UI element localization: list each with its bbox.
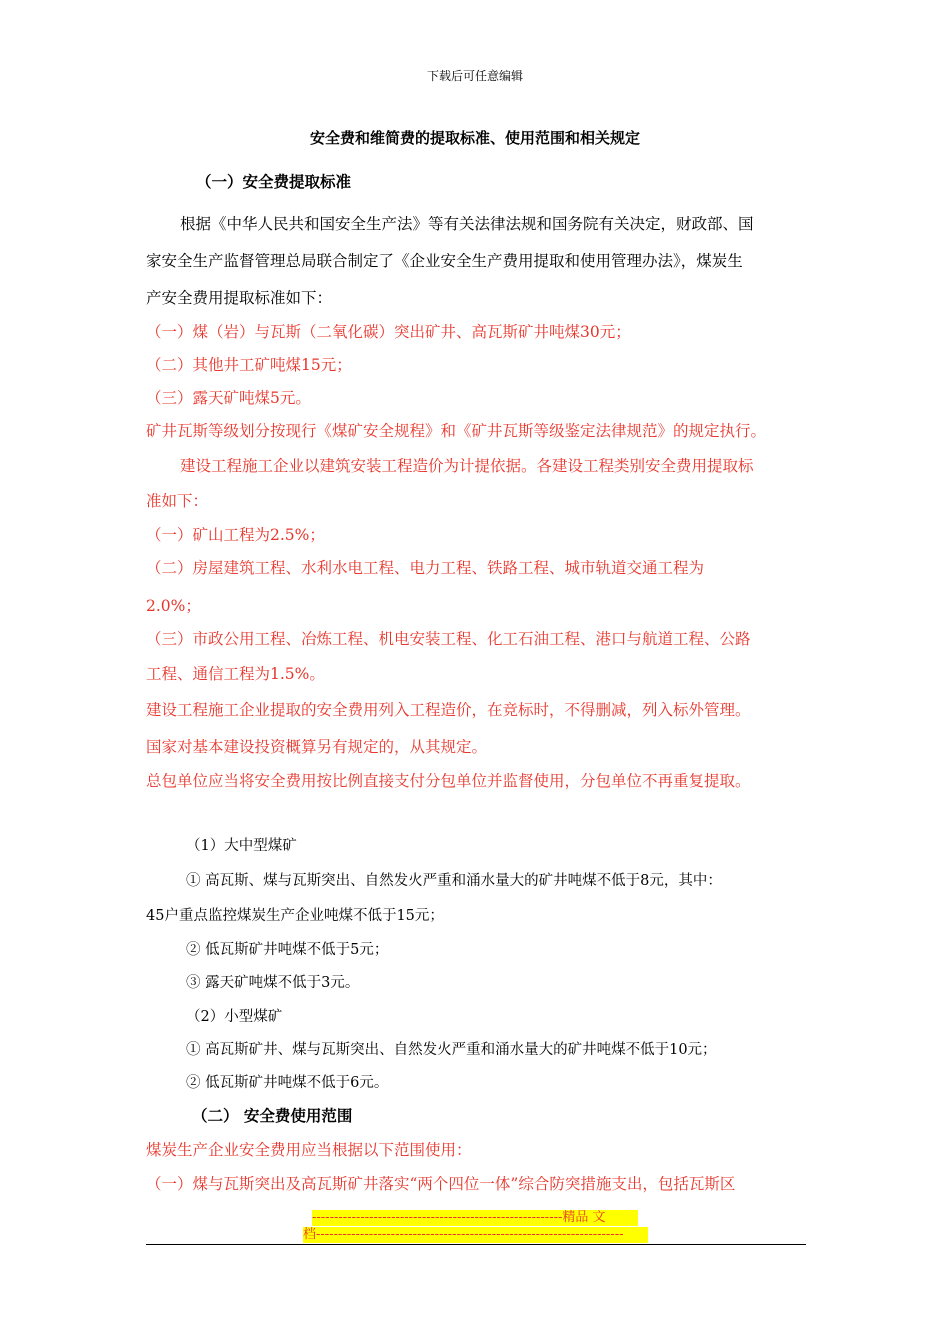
construction-item: 工程、通信工程为1.5%。 (146, 665, 325, 683)
usage-line: （一）煤与瓦斯突出及高瓦斯矿井落实“两个四位一体”综合防突措施支出，包括瓦斯区 (146, 1175, 736, 1193)
footer-watermark-line-2: 档---------------------------------------------------------------------- (303, 1227, 648, 1243)
section-heading-2: （二） 安全费使用范围 (192, 1107, 353, 1125)
usage-line: 煤炭生产企业安全费用应当根据以下范围使用： (146, 1141, 472, 1159)
coal-item: （二）其他井工矿吨煤15元； (146, 356, 352, 374)
paragraph-line: 家安全生产监督管理总局联合制定了《企业安全生产费用提取和使用管理办法》，煤炭生 (146, 252, 743, 270)
paragraph-line: 根据《中华人民共和国安全生产法》等有关法律法规和国务院有关决定，财政部、国 (180, 215, 754, 233)
coal-item: （三）露天矿吨煤5元。 (146, 389, 311, 407)
coal-item: 矿井瓦斯等级划分按现行《煤矿安全规程》和《矿井瓦斯等级鉴定法律规范》的规定执行。 (146, 422, 767, 440)
mine-item: ① 高瓦斯矿井、煤与瓦斯突出、自然发火严重和涌水量大的矿井吨煤不低于10元； (186, 1042, 717, 1058)
construction-item: （二）房屋建筑工程、水利水电工程、电力工程、铁路工程、城市轨道交通工程为 (146, 559, 705, 577)
mine-item: ② 低瓦斯矿井吨煤不低于5元； (186, 942, 389, 958)
coal-item: （一）煤（岩）与瓦斯（二氧化碳）突出矿井、高瓦斯矿井吨煤30元； (146, 323, 631, 341)
construction-item: （一）矿山工程为2.5%； (146, 526, 325, 544)
document-title: 安全费和维简费的提取标准、使用范围和相关规定 (309, 129, 640, 147)
construction-item: 建设工程施工企业提取的安全费用列入工程造价，在竞标时，不得删减，列入标外管理。 (146, 701, 751, 719)
construction-item: 国家对基本建设投资概算另有规定的，从其规定。 (146, 738, 488, 756)
footer-divider (146, 1244, 806, 1245)
paragraph-line: 产安全费用提取标准如下： (146, 289, 333, 307)
page-header: 下载后可任意编辑 (426, 69, 523, 83)
construction-item: （三）市政公用工程、冶炼工程、机电安装工程、化工石油工程、港口与航道工程、公路 (146, 630, 751, 648)
mine-item: ① 高瓦斯、煤与瓦斯突出、自然发火严重和涌水量大的矿井吨煤不低于8元，其中： (186, 873, 722, 889)
section-heading-1: （一）安全费提取标准 (196, 173, 352, 191)
footer-watermark-line-1: ---------------------------------------------------------精品 文 (312, 1210, 638, 1226)
paragraph-line: 建设工程施工企业以建筑安装工程造价为计提依据。各建设工程类别安全费用提取标 (180, 457, 754, 475)
mine-item: ② 低瓦斯矿井吨煤不低于6元。 (186, 1075, 389, 1091)
mine-item: 45户重点监控煤炭生产企业吨煤不低于15元； (146, 908, 444, 924)
mine-item: ③ 露天矿吨煤不低于3元。 (186, 975, 360, 991)
paragraph-line: 准如下： (146, 492, 209, 510)
mine-category-small: （2）小型煤矿 (186, 1009, 283, 1025)
construction-item: 总包单位应当将安全费用按比例直接支付分包单位并监督使用，分包单位不再重复提取。 (146, 772, 751, 790)
construction-item: 2.0%； (146, 597, 201, 615)
mine-category-large: （1）大中型煤矿 (186, 838, 297, 854)
